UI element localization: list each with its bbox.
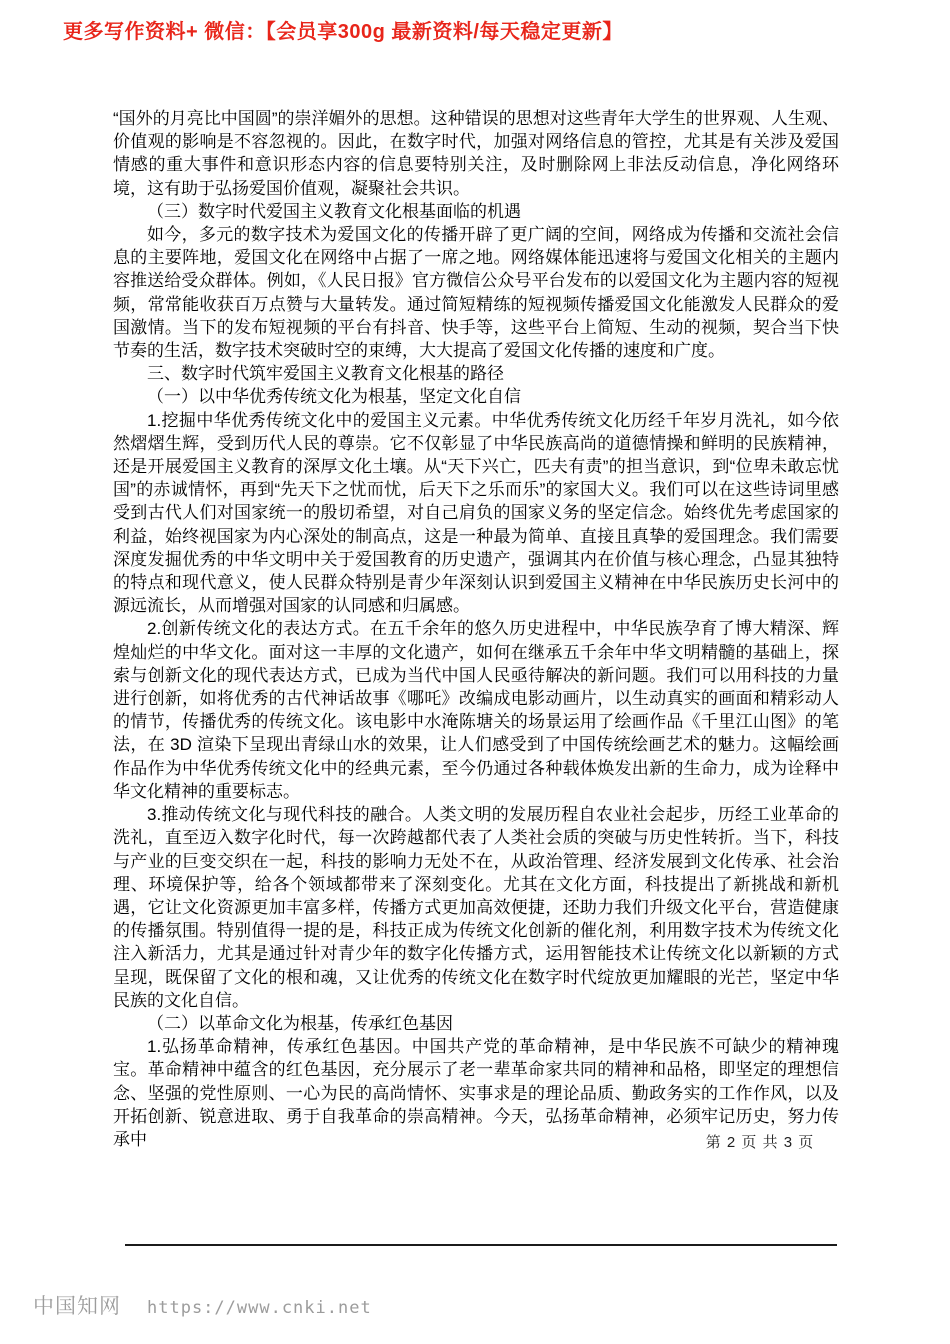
paragraph: 1.弘扬革命精神，传承红色基因。中国共产党的革命精神，是中华民族不可缺少的精神瑰宝。革命精神中蕴含的红色基因，充分展示了老一辈革命家共同的精神和品格，即坚定的理想信念、坚强的党性原则、一心为民的高尚情怀、实事求是的理论品质、勤政务实的工作作风，以及开拓创新、锐意进取、勇于自我革命的崇高精神。今天，弘扬革命精神，必须牢记历史，努力传承中 [113, 1037, 839, 1149]
paragraph: 3.推动传统文化与现代科技的融合。人类文明的发展历程自农业社会起步，历经工业革命的洗礼，直至迈入数字化时代，每一次跨越都代表了人类社会质的突破与历史性转折。当下，科技与产业的巨变交织在一起，科技的影响力无处不在，从政治管理、经济发展到文化传承、社会治理、环境保护等，给各个领域都带来了深刻变化。尤其在文化方面，科技提出了新挑战和新机遇，它让文化资源更加丰富多样，传播方式更加高效便捷，还助力我们升级文化平台，营造健康的传播氛围。特别值得一提的是，科技正成为传统文化创新的催化剂，利用数字技术为传统文化注入新活力，尤其是通过针对青少年的数字化传播方式，运用智能技术让传统文化以新颖的方式呈现，既保留了文化的根和魂，又让优秀的传统文化在数字时代绽放更加耀眼的光芒，坚定中华民族的文化自信。 [113, 805, 839, 1010]
document-body [113, 107, 839, 1151]
cnki-url-link[interactable]: https://www.cnki.net [147, 1298, 372, 1318]
promo-header-text: 更多写作资料+ 微信：【会员享300g 最新资料/每天稳定更新】 [63, 21, 623, 43]
paragraph: “国外的月亮比中国圆”的崇洋媚外的思想。这种错误的思想对这些青年大学生的世界观、人生观、价值观的影响是不容忽视的。因此，在数字时代，加强对网络信息的管控，尤其是有关涉及爱国情感的重大事件和意识形态内容的信息要特别关注，及时删除网上非法反动信息，净化网络环境，这有助于弘扬爱国价值观，凝聚社会共识。 [113, 109, 839, 198]
section-heading: （二）以革命文化为根基，传承红色基因 [147, 1013, 453, 1033]
footer-divider [125, 1244, 837, 1246]
section-heading: （一）以中华优秀传统文化为根基，坚定文化自信 [147, 387, 521, 407]
paragraph: 如今，多元的数字技术为爱国文化的传播开辟了更广阔的空间，网络成为传播和交流社会信息的主要阵地，爱国文化在网络中占据了一席之地。网络媒体能迅速将与爱国文化相关的主题内容推送给受众群体。例如，《人民日报》官方微信公众号平台发布的以爱国文化为主题内容的短视频，常常能收获百万点赞与大量转发。通过简短精练的短视频传播爱国文化能激发人民群众的爱国激情。当下的发布短视频的平台有抖音、快手等，这些平台上简短、生动的视频，契合当下快节奏的生活，数字技术突破时空的束缚，大大提高了爱国文化传播的速度和广度。 [113, 225, 839, 361]
site-footer [33, 1290, 372, 1320]
paragraph: 1.挖掘中华优秀传统文化中的爱国主义元素。中华优秀传统文化历经千年岁月洗礼，如今依然熠熠生辉，受到历代人民的尊崇。它不仅彰显了中华民族高尚的道德情操和鲜明的民族精神，还是开展爱国主义教育的深厚文化土壤。从“天下兴亡，匹夫有责”的担当意识，到“位卑未敢忘忧国”的赤诚情怀，再到“先天下之忧而忧，后天下之乐而乐”的家国大义。我们可以在这些诗词里感受到古代人们对国家统一的殷切希望，对自己肩负的国家义务的坚定信念。始终优先考虑国家的利益，始终视国家为内心深处的制高点，这是一种最为简单、直接且真挚的爱国理念。我们需要深度发掘优秀的中华文明中关于爱国教育的历史遗产，强调其内在价值与核心理念，凸显其独特的特点和现代意义，使人民群众特别是青少年深刻认识到爱国主义精神在中华民族历史长河中的源远流长，从而增强对国家的认同感和归属感。 [113, 410, 839, 616]
cnki-brand-text: 中国知网 [33, 1294, 121, 1318]
section-heading: （三）数字时代爱国主义教育文化根基面临的机遇 [147, 201, 521, 221]
section-heading: 三、数字时代筑牢爱国主义教育文化根基的路径 [147, 364, 504, 384]
page-number: 第 2 页 共 3 页 [705, 1134, 815, 1151]
paragraph: 2.创新传统文化的表达方式。在五千余年的悠久历史进程中，中华民族孕育了博大精深、辉煌灿烂的中华文化。面对这一丰厚的文化遗产，如何在继承五千余年中华文明精髓的基础上，探索与创新文化的现代表达方式，已成为当代中国人民亟待解决的新问题。我们可以用科技的力量进行创新，如将优秀的古代神话故事《哪吒》改编成电影动画片，以生动真实的画面和精彩动人的情节，传播优秀的传统文化。该电影中水淹陈塘关的场景运用了绘画作品《千里江山图》的笔法，在 3D 渲染下呈现出青绿山水的效果，让人们感受到了中国传统绘画艺术的魅力。这幅绘画作品作为中华优秀传统文化中的经典元素，至今仍通过各种载体焕发出新的生命力，成为诠释中华文化精神的重要标志。 [113, 619, 839, 801]
